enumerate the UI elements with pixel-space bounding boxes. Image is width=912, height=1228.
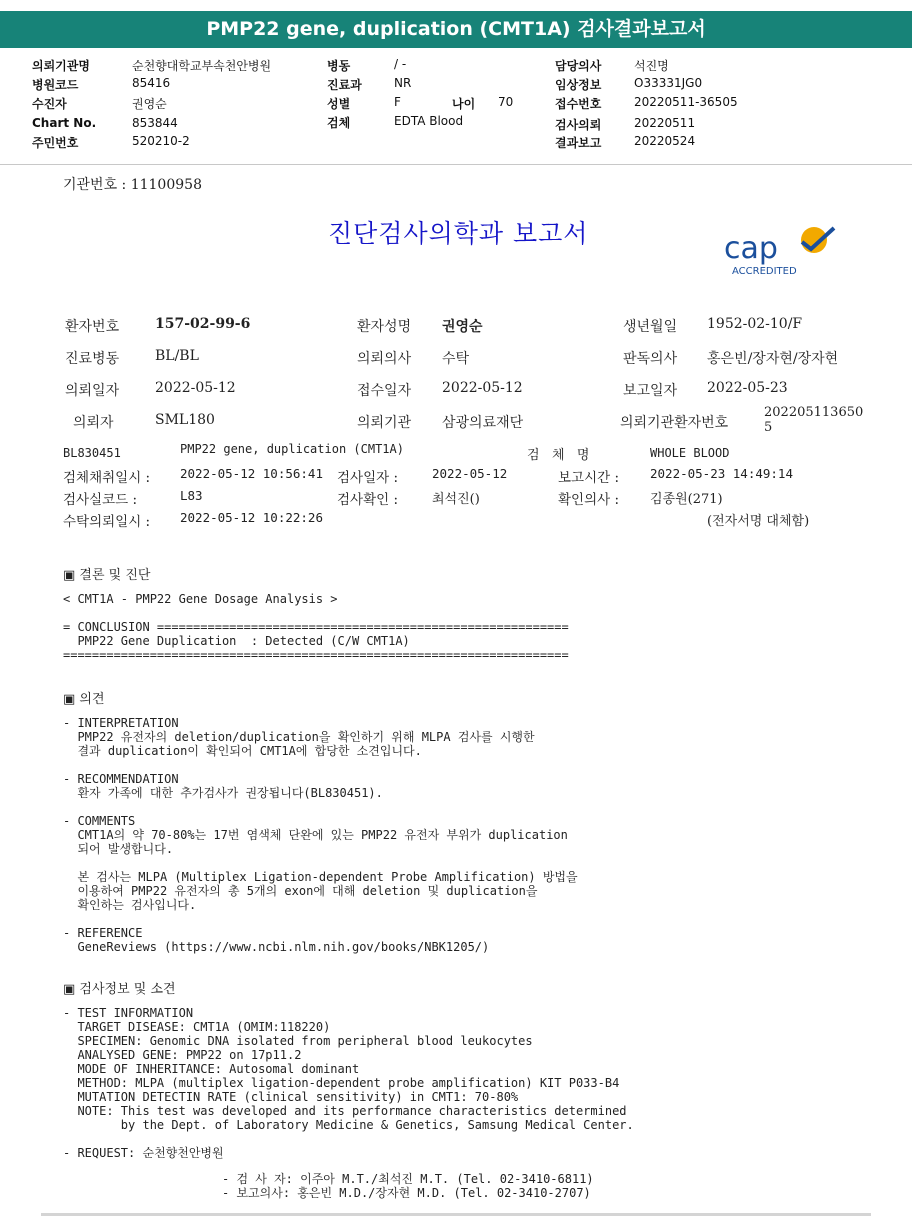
report-time-value: 2022-05-23 14:49:14 — [650, 466, 793, 481]
examinee-label: 수진자 — [32, 97, 67, 111]
lab-code-label: 검사실코드 : — [63, 492, 138, 508]
reading-doctor-value: 홍은빈/장자현/장자현 — [707, 351, 839, 367]
receipt-date-label: 접수일자 — [357, 383, 412, 399]
patient-no-value: 157-02-99-6 — [155, 316, 251, 332]
care-ward-value: BL/BL — [155, 348, 199, 364]
cap-accredited-logo — [718, 220, 844, 282]
opinion-section-header: ▣ 의견 — [63, 692, 105, 707]
result-report-value: 20220524 — [634, 134, 696, 148]
confirm-doctor-value: 김종원(271) — [650, 492, 723, 507]
sex-value: F — [394, 95, 401, 109]
specimen-label: 검체 — [327, 116, 351, 130]
ward-value: / - — [394, 57, 407, 71]
referral-date-label: 의뢰일자 — [65, 383, 120, 399]
sex-label: 성별 — [327, 97, 351, 111]
conclusion-text: < CMT1A - PMP22 Gene Dosage Analysis > = CONCLUSION ========================================================= PMP22 Gene Duplication : Detected (C/W CMT1A) ====================================================================== — [63, 592, 569, 662]
test-code: BL830451 — [63, 446, 121, 460]
referring-institution-value: 삼광의료재단 — [442, 415, 524, 431]
request-date-label: 검사의뢰 — [555, 118, 602, 132]
report-date-label: 보고일자 — [623, 383, 678, 399]
cap-logo-sub: ACCREDITED — [732, 266, 797, 277]
resident-no-label: 주민번호 — [32, 136, 79, 150]
patient-no-label: 환자번호 — [65, 319, 120, 335]
receipt-date-value: 2022-05-12 — [442, 380, 523, 396]
physician-value: 석진명 — [634, 59, 669, 73]
collection-time-label: 검체채취일시 : — [63, 470, 151, 486]
patient-name-value: 권영순 — [442, 319, 483, 335]
receipt-no-value: 20220511-36505 — [634, 95, 738, 109]
chart-no-label: Chart No. — [32, 116, 97, 130]
lab-code-value: L83 — [180, 488, 203, 503]
test-date-value: 2022-05-12 — [432, 466, 508, 481]
resident-no-value: 520210-2 — [132, 134, 190, 148]
collection-time-value: 2022-05-12 10:56:41 — [180, 466, 323, 481]
test-confirm-value: 최석진() — [432, 492, 480, 507]
hospital-code-value: 85416 — [132, 76, 171, 90]
cap-logo-graphic — [718, 220, 844, 282]
opinion-text: - INTERPRETATION PMP22 유전자의 deletion/duplication을 확인하기 위해 MLPA 검사를 시행한 결과 duplication이 확인되어 CMT1A에 합당한 소견입니다. - RECOMMENDATION 환자 가족에 대한 추가검사가 권장됩니다(BL830451). - COMMENTS CMT1A의 약 70-80%는 17번 염색체 단완에 있는 PMP22 유전자 부위가 duplication 되어 발생합니다. 본 검사는 MLPA (Multiplex Ligation-dependent Probe Amplification) 방법을 이용하여 PMP22 유전자의 총 5개의 exon에 대해 deletion 및 duplication을 확인하는 검사입니다. - REFERENCE GeneReviews (https://www.ncbi.nlm.nih.gov/books/NBK1205/) — [63, 716, 578, 954]
report-time-label: 보고시간 : — [558, 470, 620, 486]
cap-logo-text: cap — [724, 231, 778, 266]
result-report-label: 결과보고 — [555, 136, 602, 150]
specimen-value: EDTA Blood — [394, 114, 464, 128]
conclusion-section-header: ▣ 결론 및 진단 — [63, 568, 151, 583]
header-divider — [0, 164, 912, 165]
electronic-signature-note: (전자서명 대체함) — [707, 514, 810, 529]
examinee-value: 권영순 — [132, 97, 167, 111]
hospital-code-label: 병원코드 — [32, 78, 79, 92]
department-label: 진료과 — [327, 78, 362, 92]
physician-label: 담당의사 — [555, 59, 602, 73]
referring-doctor-value: 수탁 — [442, 351, 470, 367]
consignment-time-value: 2022-05-12 10:22:26 — [180, 510, 323, 525]
referral-date-value: 2022-05-12 — [155, 380, 236, 396]
signers-text: - 검 사 자: 이주아 M.T./최석진 M.T. (Tel. 02-3410-6811) - 보고의사: 홍은빈 M.D./장자현 M.D. (Tel. 02-3410-2707) — [222, 1172, 594, 1200]
referring-doctor-label: 의뢰의사 — [357, 351, 412, 367]
clinical-info-label: 임상정보 — [555, 78, 602, 92]
request-date-value: 20220511 — [634, 116, 696, 130]
referring-institution-label: 의뢰기관 — [357, 415, 412, 431]
specimen-name-label: 검 체 명 — [527, 448, 590, 463]
report-title-bar: PMP22 gene, duplication (CMT1A) 검사결과보고서 — [0, 11, 912, 48]
birth-date-label: 생년월일 — [623, 319, 678, 335]
care-ward-label: 진료병동 — [65, 351, 120, 367]
department-value: NR — [394, 76, 412, 90]
test-info-text: - TEST INFORMATION TARGET DISEASE: CMT1A (OMIM:118220) SPECIMEN: Genomic DNA isolated from peripheral blood leukocytes ANALYSED GENE: PMP22 on 17p11.2 MODE OF INHERITANCE: Autosomal dominant METHOD: MLPA (multiplex ligation-dependent probe amplification) KIT P033-B4 MUTATION DETECTIN RATE (clinical sensitivity) in CMT1: 70-80% NOTE: This test was developed and its performance characteristics determined by the Dept. of Laboratory Medicine & Genetics, Samsung Medical Center. - REQUEST: 순천향천안병원 — [63, 1006, 634, 1160]
institution-patient-no-label: 의뢰기관환자번호 — [620, 415, 729, 431]
report-date-value: 2022-05-23 — [707, 380, 788, 396]
receipt-no-label: 접수번호 — [555, 97, 602, 111]
birth-date-value: 1952-02-10/F — [707, 316, 803, 332]
reading-doctor-label: 판독의사 — [623, 351, 678, 367]
institution-patient-no-value: 202205113650 — [764, 405, 864, 420]
confirm-doctor-label: 확인의사 : — [558, 492, 620, 508]
hospital-name-label: 의뢰기관명 — [32, 59, 90, 73]
referrer-value: SML180 — [155, 412, 215, 428]
test-confirm-label: 검사확인 : — [337, 492, 399, 508]
document-title: 진단검사의학과 보고서 — [328, 219, 589, 248]
patient-name-label: 환자성명 — [357, 319, 412, 335]
chart-no-value: 853844 — [132, 116, 178, 130]
institution-number: 기관번호 : 11100958 — [63, 177, 202, 193]
page-bottom-divider — [41, 1213, 871, 1216]
ward-label: 병동 — [327, 59, 351, 73]
institution-patient-no-cont: 5 — [764, 420, 773, 435]
clinical-info-value: O33331JG0 — [634, 76, 703, 90]
test-name: PMP22 gene, duplication (CMT1A) — [180, 442, 404, 456]
specimen-name-value: WHOLE BLOOD — [650, 446, 730, 460]
age-value: 70 — [498, 95, 514, 109]
consignment-time-label: 수탁의뢰일시 : — [63, 514, 151, 530]
hospital-name-value: 순천향대학교부속천안병원 — [132, 59, 272, 73]
test-info-section-header: ▣ 검사정보 및 소견 — [63, 982, 176, 997]
referrer-label: 의뢰자 — [73, 415, 114, 431]
age-label: 나이 — [452, 97, 476, 111]
test-date-label: 검사일자 : — [337, 470, 399, 486]
